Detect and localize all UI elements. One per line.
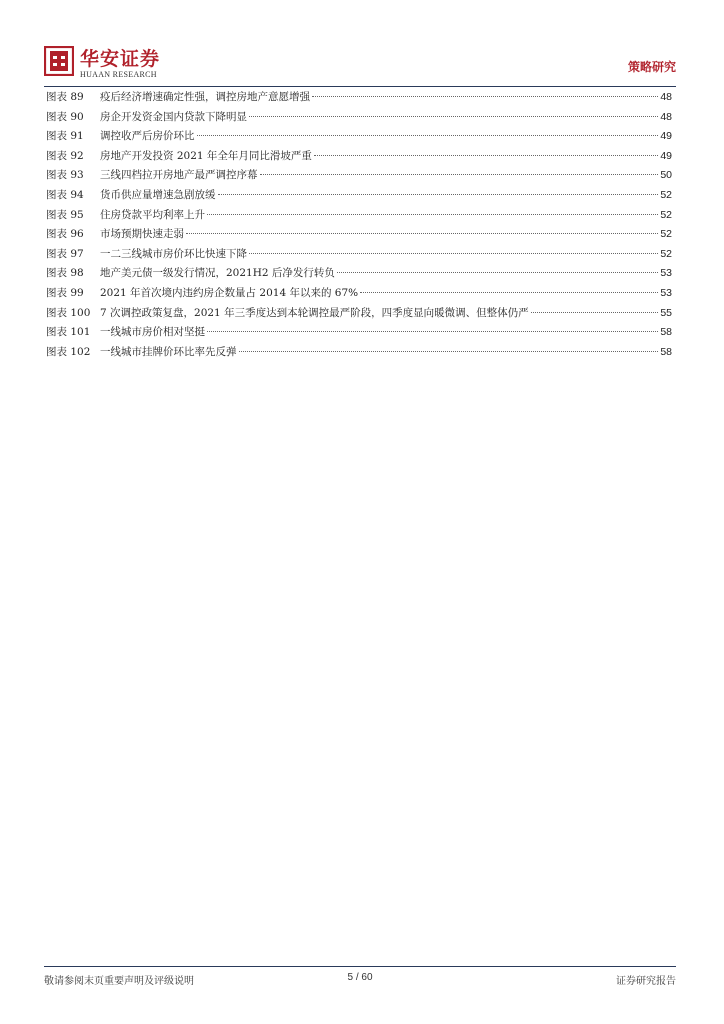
toc-figure-label: 图表 94: [46, 188, 84, 201]
toc-figure-title: 货币供应量增速急剧放缓: [100, 188, 216, 201]
logo-english-name: HUAAN RESEARCH: [80, 70, 157, 79]
toc-page-number: 48: [660, 110, 672, 123]
toc-page-number: 58: [660, 326, 672, 339]
toc-page-number: 50: [660, 169, 672, 182]
toc-leader-dots: [207, 331, 658, 332]
toc-leader-dots: [218, 194, 659, 195]
toc-figure-label: 图表 96: [46, 228, 84, 241]
toc-figure-title: 住房贷款平均利率上升: [100, 208, 205, 221]
toc-leader-dots: [186, 233, 658, 234]
toc-leader-dots: [360, 292, 658, 293]
toc-page-number: 49: [660, 149, 672, 162]
header-divider: [44, 86, 676, 87]
toc-figure-label: 图表 97: [46, 247, 84, 260]
toc-page-number: 53: [660, 286, 672, 299]
toc-figure-title: 一线城市挂牌价环比率先反弹: [100, 345, 237, 358]
toc-figure-title: 一线城市房价相对坚挺: [100, 326, 205, 339]
figure-list: [46, 88, 672, 362]
toc-entry[interactable]: [46, 284, 672, 304]
toc-entry[interactable]: [46, 206, 672, 226]
toc-page-number: 48: [660, 91, 672, 103]
toc-leader-dots: [249, 253, 658, 254]
toc-figure-title: 调控收严后房价环比: [100, 130, 195, 143]
logo-chinese-name: 华安证券: [80, 48, 161, 70]
toc-page-number: 52: [660, 188, 672, 201]
company-logo: [44, 44, 184, 84]
toc-page-number: 53: [660, 267, 672, 280]
toc-entry[interactable]: [46, 343, 672, 363]
toc-page-number: 49: [660, 130, 672, 143]
toc-figure-label: 图表 95: [46, 208, 84, 221]
toc-figure-label: 图表 99: [46, 286, 84, 299]
page-footer: [44, 972, 676, 990]
toc-figure-label: 图表 90: [46, 110, 84, 123]
page-number: 5 / 60: [347, 972, 373, 983]
toc-entry[interactable]: [46, 304, 672, 324]
toc-figure-label: 图表 98: [46, 267, 84, 280]
toc-page-number: 58: [660, 345, 672, 358]
huaan-seal-icon: [44, 46, 74, 76]
toc-entry[interactable]: [46, 225, 672, 245]
toc-entry[interactable]: [46, 108, 672, 128]
toc-page-number: 52: [660, 228, 672, 241]
toc-entry[interactable]: [46, 264, 672, 284]
toc-leader-dots: [249, 116, 658, 117]
footer-divider: [44, 966, 676, 967]
toc-figure-title: 7 次调控政策复盘，2021 年三季度达到本轮调控最严阶段，四季度显向暖微调、但整体仍严: [100, 306, 529, 319]
toc-figure-label: 图表 92: [46, 149, 84, 162]
toc-entry[interactable]: [46, 323, 672, 343]
section-title: 策略研究: [627, 60, 676, 74]
toc-leader-dots: [314, 155, 658, 156]
page-header: [44, 44, 676, 88]
toc-figure-title: 房地产开发投资 2021 年全年月同比滑坡严重: [100, 149, 312, 162]
toc-leader-dots: [312, 96, 658, 97]
toc-figure-label: 图表 100: [46, 306, 91, 319]
toc-entry[interactable]: [46, 245, 672, 265]
toc-figure-title: 地产美元债一级发行情况，2021H2 后净发行转负: [100, 267, 335, 280]
toc-page-number: 52: [660, 247, 672, 260]
toc-leader-dots: [207, 214, 658, 215]
toc-page-number: 55: [660, 306, 672, 319]
toc-figure-label: 图表 93: [46, 169, 84, 182]
toc-leader-dots: [337, 272, 658, 273]
toc-figure-title: 三线四档拉开房地产最严调控序幕: [100, 169, 258, 182]
toc-figure-title: 市场预期快速走弱: [100, 228, 184, 241]
toc-figure-title: 一二三线城市房价环比快速下降: [100, 247, 247, 260]
toc-leader-dots: [531, 312, 659, 313]
toc-leader-dots: [239, 351, 659, 352]
toc-leader-dots: [197, 135, 659, 136]
disclaimer-note: 敬请参阅末页重要声明及评级说明: [44, 976, 194, 987]
toc-figure-title: 2021 年首次境内违约房企数量占 2014 年以来的 67%: [100, 286, 359, 299]
toc-entry[interactable]: [46, 147, 672, 167]
toc-entry[interactable]: [46, 166, 672, 186]
toc-entry[interactable]: [46, 127, 672, 147]
toc-figure-label: 图表 89: [46, 91, 84, 103]
toc-figure-label: 图表 101: [46, 326, 91, 339]
toc-entry[interactable]: [46, 88, 672, 108]
toc-figure-title: 疫后经济增速确定性强，调控房地产意愿增强: [100, 91, 310, 103]
toc-figure-label: 图表 102: [46, 345, 91, 358]
toc-page-number: 52: [660, 208, 672, 221]
toc-entry[interactable]: [46, 186, 672, 206]
report-type: 证券研究报告: [616, 976, 676, 987]
toc-leader-dots: [260, 174, 659, 175]
toc-figure-title: 房企开发资金国内贷款下降明显: [100, 110, 247, 123]
toc-figure-label: 图表 91: [46, 130, 84, 143]
